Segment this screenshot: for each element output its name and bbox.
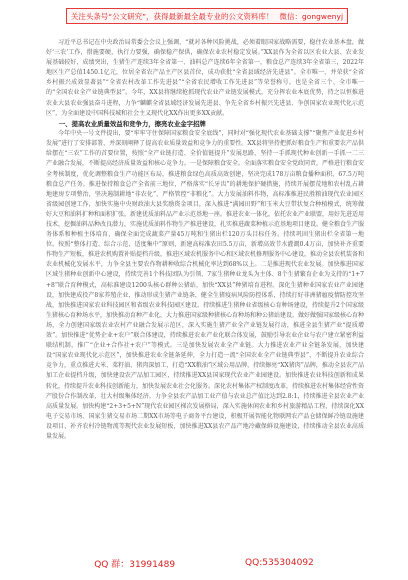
footer <box>0 553 408 573</box>
section-paragraph-1: 今年中央一号文件提出，要“牢牢守住保障国家粮食安全底线”，同时对“强化现代农业基础支撑”“聚焦产业促进乡村发展”进行了安排部署，并深刻阐释了提高农业质量效益和竞争力的重要性。XX县将坚持把抓好粮食生产和重要农产品供给摆在“三农”工作的首要位置，按照“全产业链打造、全价值链提升”发展思路，坚持一手抓现代种业创新一手抓一二三产业融合发展，不断提高经济质量效益和核心竞争力。一是保障粮食安全。全面落实粮食安全党政同责，严格进行粮食安全考核制度，优化调整粮食生产功能区布局，推进粮食绿色高质高效创建，坚决完成178万亩粮食播种面积、67.5万吨粮食总产任务。推进保持粮食总产全省前三地位，严格落实“长牙齿”的耕地保护硬措施，持续开展摆荒地和农村乱占耕地建房专项整治，坚决遏制耕地“非农化”、严格管控“非粮化”。大力发展油料作物，高标准推进民胜粮油现代农业园区省级园创建工作，加快实施中央财政油大县奖励资金项目，深入推进“满园田野”和玉米大豆带状复合种植模式，统筹做好大豆和油料扩种和面积扩张，新建优质油料品产业示范基地一座。推进农业一体化，依托农业产业联盟，用好先进适用技术，挖掘油料品种改良潜力，实施优质油料作物生产推进建设，扎实推进蔬菜种植示范基地项目建设。健全粮食生产服务体系和种植主体培育，确保全面完成蔬菜产量45万吨和生猪出栏120万头目标任务。持续巩固生猪出栏全省第一地位。按照“整体打造、综合示范、适度集中”原则，新建高标准农田5.5万亩，新增高效节水灌溉0.4万亩，加快补齐重要作物生产短板，推进农机购置补贴提档升级，推进区域农机服务中心和区域农机修理服务中心建设，推动全县农机装备和农业机械化发展水平，力争全县主要农作物耕种收综合机械化率达到68%以上。二是推进现代农业发展。加快推进国家区域生猪种业创新中心建设，持续完善1个科技团队为引领、7家生猪种业龙头为主体、8个生猪繁育企业为支持的“1+7+8”联合育种模式，高标准建设1200头核心群种公猪站，加快“XX县”种猪培育进程。深化生猪种业国家农业产业园建设，加快建成投产8家养殖企业，推动形成生猪产业链条，健全生猪疫病风险防控体系，持续打好非洲猪瘟疫情防控攻坚战，加快推进国家农业科技园区和省级农业科技园区建设。持续推进生猪种业省级核心育种场建设，持续提升2个国家级生猪核心育种场水平，加快推动育种产业化，大力推进国家级种猪核心育种场和种公猪站建设。做好做强国家级核心育种场，全力创建国家级农业农村产业融合发展示范区，深入实施生猪产业全产业链发展行动，推进全县生猪产业“提质增效”。加快推进“优势企业+农户”联合体建设，持续推进农业产业化联合体发展，鼓励引导农业企业与农户建立紧密利益联结机制，推广“企业+合作社+农户”等模式。三是加快发展农业全产业链。大力推进农业产业全链条发展，加快建设“国家农业现代化示范区”，加快推进农业全链条延伸，全力打造一流“全国农业全产业链典型县”，不断提升农业综合竞争力，重点推进大米、菜籽油、猪肉深加工，打造“XX粮油”区域公用品牌，持续擦亮“XX猪肉”品牌，推动全县农产品加工企业提档升级，加快建设农产品加工园区，持续推进XX县国家现代农业产业园建设。加快推进农业科技创新和成果转化，持续提升农业科技创新能力，加快发展农业社会化服务。深化农村集体产权制度改革，持续推进农村集体经营性资产股份合作制改革，壮大村级集体经济。力争全县农产品加工业产值与农业总产值比达到2.8:1，持续推进全县农业产业高质量发展。加快构建“2+3+5+N”现代农业园区梯次发展格局，深入实施休闲农业和乡村旅游精品工程，持续深化XX电子交易市场、国家生猪交易市场二期XX市场等电子商务平台建设，积极开展智能化物联网农产品仓储保鲜冷链设施建设项目，补齐农村冷链物流等现代农业发展短板，加快推进XX县农产品产地冷藏保鲜设施建设，持续推动全县农业高质量发展。 <box>46 130 364 440</box>
qq-number: QQ:535304092 <box>245 558 314 568</box>
promo-banner[interactable] <box>66 8 348 24</box>
wechat-id: 微信：gongwenyj <box>279 11 344 21</box>
top-banner <box>0 6 408 34</box>
document-body <box>46 38 364 546</box>
promo-text: 关注头条号“公文研究”，获得最新最全最专业的公文资料库！ <box>70 11 274 21</box>
intro-paragraph: 习近平总书记在中央政治局常委会会议上强调，“就对各种风险挑战，必须着眼国家战略需要，稳住农业基本盘，做好‘三农’工作，措施要硬，执行力要强，确保稳产保供，确保农业农村稳定发展。”XX县作为全省以区农业大县、农业发展基础较好，成绩突出，生猪生产连续3年全省第一、油料总产连续6年全省第一，粮食总产连续3年全省第三，2022年地区生产总值1450.1亿元，位居全省农产品主产区县首位，成功获批“全省县域经济先进县”。全市唯一、并荣获“全省乡村振兴成效显著县”“全省农村改革工作先进县”“全省农民增收工作先进县”等荣誉称号。也是全省三个、全市唯一的“全国农业全产业链典型县”。今年，XX县将继续抢抓现代农业产业链发展模式，充分挥农业本底优势，持之以恒推进农业大县农业强县奋斗进程，力争“麟麒全省县域经济发展先进县、争先全省乡村振兴先进县、争创国家农业现代化示范区”，为全面建设中国科技城和社会主义现代化XX作出更多XX贡献。 <box>46 39 364 117</box>
qq-group-number: QQ 群：31991489 <box>94 559 176 570</box>
section-heading-1: 一、提高农业质量效益和竞争力，擦亮农业金字招牌 <box>58 119 206 128</box>
